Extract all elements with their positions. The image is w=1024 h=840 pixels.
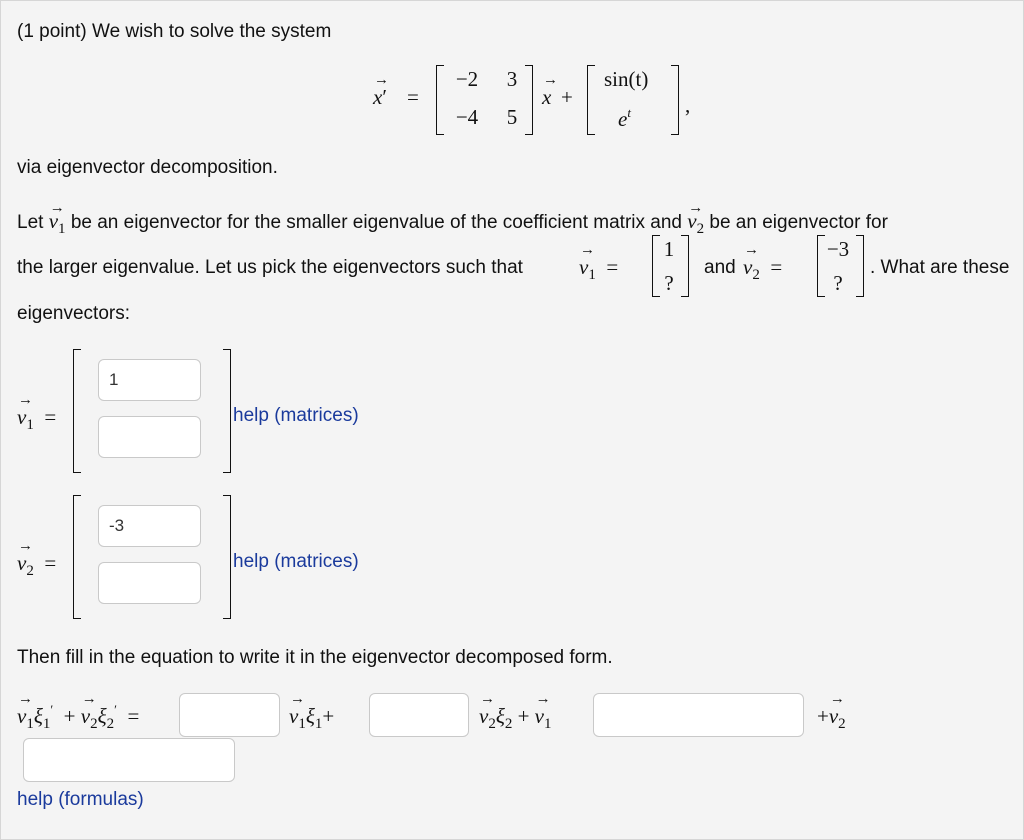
v2-label: → $v_2$ = bbox=[17, 551, 56, 576]
decomp-coef-2-input[interactable] bbox=[369, 693, 469, 737]
coef-a11: −2 bbox=[455, 67, 479, 91]
v1-help-matrices-link[interactable]: help (matrices) bbox=[233, 405, 359, 426]
decomp-coef-4-input[interactable] bbox=[23, 738, 235, 782]
v2-top-input[interactable] bbox=[98, 505, 201, 547]
eigenvectors-label: eigenvectors: bbox=[17, 303, 131, 324]
forcing-left-bracket bbox=[587, 65, 595, 135]
system-equals: = bbox=[407, 85, 419, 109]
v1-left-bracket bbox=[73, 349, 81, 473]
v2-help-matrices-link[interactable]: help (matrices) bbox=[233, 551, 359, 572]
decomp-term-2: → $v_2\xi_2$ + → $v_1$ bbox=[479, 704, 552, 729]
decomp-term-3: +→ $v_2$ bbox=[817, 704, 846, 729]
forcing-f1: sin(t) bbox=[604, 67, 649, 91]
hint-v2-right-bracket bbox=[856, 235, 864, 297]
then-text: Then fill in the equation to write it in the eigenvector decomposed form. bbox=[17, 647, 613, 668]
and-text: and bbox=[704, 257, 736, 278]
coef-a12: 3 bbox=[506, 67, 518, 91]
coef-a22: 5 bbox=[506, 105, 518, 129]
v1-bottom-input[interactable] bbox=[98, 416, 201, 458]
v1-label: → $v_1$ = bbox=[17, 405, 56, 430]
hint-v2-bottom: ? bbox=[833, 271, 843, 295]
via-text: via eigenvector decomposition. bbox=[17, 157, 278, 178]
system-comma: , bbox=[685, 93, 691, 117]
forcing-f2: $e^t$ bbox=[618, 105, 631, 131]
hint-v1-label: → $v_1$ = bbox=[579, 255, 618, 280]
coef-a21: −4 bbox=[455, 105, 479, 129]
hint-v2-top: −3 bbox=[826, 237, 850, 261]
v2-left-bracket bbox=[73, 495, 81, 619]
decomp-term-1: → $v_1\xi_1+$ bbox=[289, 704, 334, 729]
problem-intro: (1 point) We wish to solve the system bbox=[17, 21, 332, 42]
v2-bottom-input[interactable] bbox=[98, 562, 201, 604]
hint-v1-top: 1 bbox=[663, 237, 675, 261]
decomp-coef-1-input[interactable] bbox=[179, 693, 280, 737]
v1-top-input[interactable] bbox=[98, 359, 201, 401]
what-are-these-text: . What are these bbox=[870, 257, 1010, 278]
let-line: Let → $v_1$ be an eigenvector for the smaller eigenvalue of the coefficient matrix and → $v_2$ be an eigenvector for bbox=[17, 210, 888, 235]
forcing-right-bracket bbox=[671, 65, 679, 135]
pick-text: the larger eigenvalue. Let us pick the eigenvectors such that bbox=[17, 257, 523, 278]
system-plus: + bbox=[561, 85, 573, 109]
hint-v2-label: → $v_2$ = bbox=[743, 255, 782, 280]
help-formulas-link[interactable]: help (formulas) bbox=[17, 789, 144, 810]
hint-v1-right-bracket bbox=[681, 235, 689, 297]
coef-matrix-left-bracket bbox=[436, 65, 444, 135]
decomp-lhs: → $v_1\xi_1'$ + → $v_2\xi_2'$ = bbox=[17, 704, 139, 729]
coef-matrix-right-bracket bbox=[525, 65, 533, 135]
system-lhs: → x′ bbox=[373, 85, 387, 110]
hint-v1-bottom: ? bbox=[664, 271, 674, 295]
decomp-coef-3-input[interactable] bbox=[593, 693, 804, 737]
v1-right-bracket bbox=[223, 349, 231, 473]
system-x-vector: → x bbox=[542, 85, 551, 110]
v2-right-bracket bbox=[223, 495, 231, 619]
